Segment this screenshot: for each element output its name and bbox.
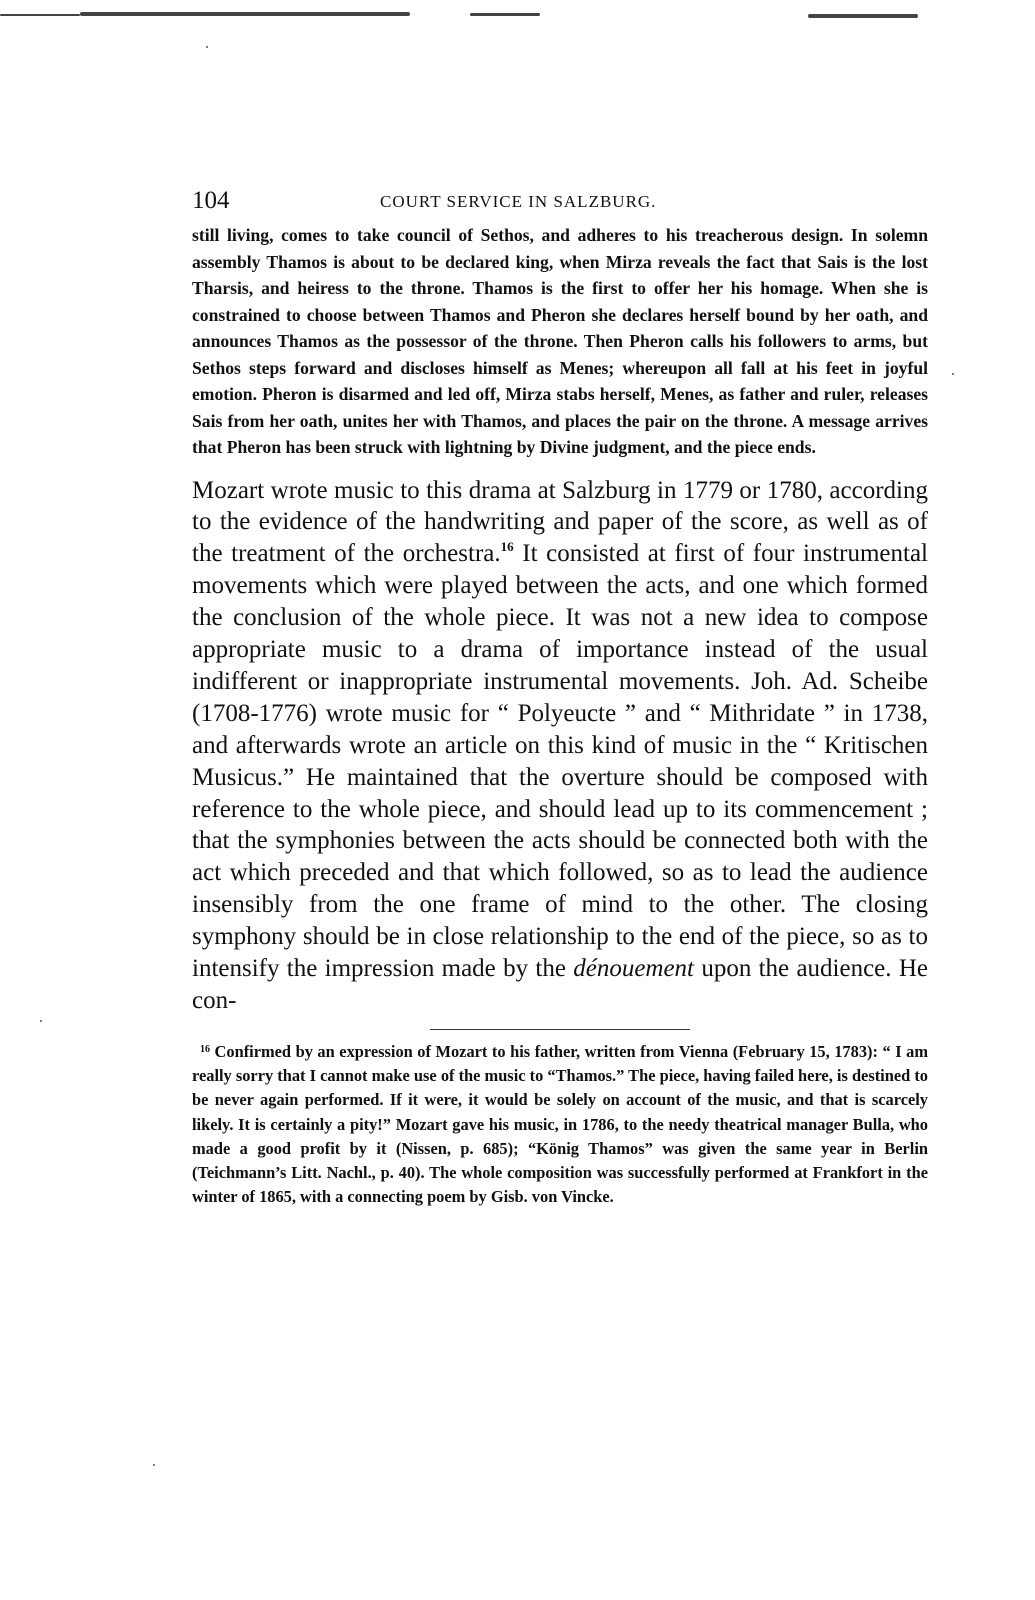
scan-speck — [153, 1464, 155, 1466]
main-paragraph — [192, 475, 928, 1017]
footnote — [192, 1040, 928, 1209]
scan-artifact — [470, 13, 540, 16]
emphasized-term: dénouement — [573, 955, 695, 983]
scan-speck — [206, 46, 208, 48]
scan-artifact — [808, 14, 918, 18]
running-head — [192, 184, 928, 218]
main-text-part-3: upon the audience. He con- — [192, 955, 928, 1014]
scan-speck — [40, 1020, 42, 1022]
main-text-part-1: Mozart wrote music to this drama at Salzburg in 1779 or 1780, according to the evidence of the handwriting and paper of the score, as well as of the treatment of the orchestra. — [192, 476, 928, 568]
scan-speck — [952, 373, 954, 375]
book-page — [192, 184, 928, 1209]
scan-artifact — [80, 12, 410, 16]
footnote-text: Confirmed by an expression of Mozart to his father, written from Vienna (February 15, 1783): “ I am really sorry that I cannot make use of the music to “Thamos.” The piece, having failed here, is destined to be never again performed. If it were, it would be solely on account of the music, and that is scarcely likely. It is certainly a pity!” Mozart gave his music, in 1786, to the needy theatrical manager Bulla, who made a good profit by it (Nissen, p. 685); “König Thamos” was given the same year in Berlin (Teichmann’s Litt. Nachl., p. 40). The whole composition was successfully performed at Frankfort in the winter of 1865, with a connecting poem by Gisb. von Vincke. — [192, 1041, 928, 1207]
footnote-number: 16 — [200, 1043, 210, 1055]
main-text-part-2: It consisted at first of four instrumental movements which were played between the acts, and one which formed the conclusion of the whole piece. It was not a new idea to compose appropriate music to a drama of importance instead of the usual indifferent or inappropriate instrumental movements. Joh. Ad. Scheibe (1708-1776) wrote music for “ Polyeucte ” and “ Mithridate ” in 1738, and afterwards wrote an article on this kind of music in the “ Kritischen Musicus.” He maintained that the overture should be composed with reference to the whole piece, and should lead up to its commencement ; that the symphonies between the acts should be connected both with the act which preceded and that which followed, so as to lead the audience insensibly from the one frame of mind to the other. The closing symphony should be in close relationship to the end of the piece, so as to intensify the impression made by the — [192, 540, 928, 983]
footnote-divider — [430, 1029, 690, 1030]
running-title: COURT SERVICE IN SALZBURG. — [380, 192, 657, 211]
footnote-reference[interactable]: 16 — [500, 539, 514, 555]
page-number: 104 — [192, 187, 230, 214]
scan-artifact — [0, 14, 80, 16]
synopsis-paragraph: still living, comes to take council of Sethos, and adheres to his treacherous design. In solemn assembly Thamos is about to be declared king, when Mirza reveals the fact that Sais is the lost Tharsis, and heiress to the throne. Thamos is the first to offer her his homage. When she is constrained to choose between Thamos and Pheron she declares herself bound by her oath, and announces Thamos as the possessor of the throne. Then Pheron calls his followers to arms, but Sethos steps forward and discloses himself as Menes; whereupon all fall at his feet in joyful emotion. Pheron is disarmed and led off, Mirza stabs herself, Menes, as father and ruler, releases Sais from her oath, unites her with Thamos, and places the pair on the throne. A message arrives that Pheron has been struck with lightning by Divine judgment, and the piece ends. — [192, 225, 928, 457]
